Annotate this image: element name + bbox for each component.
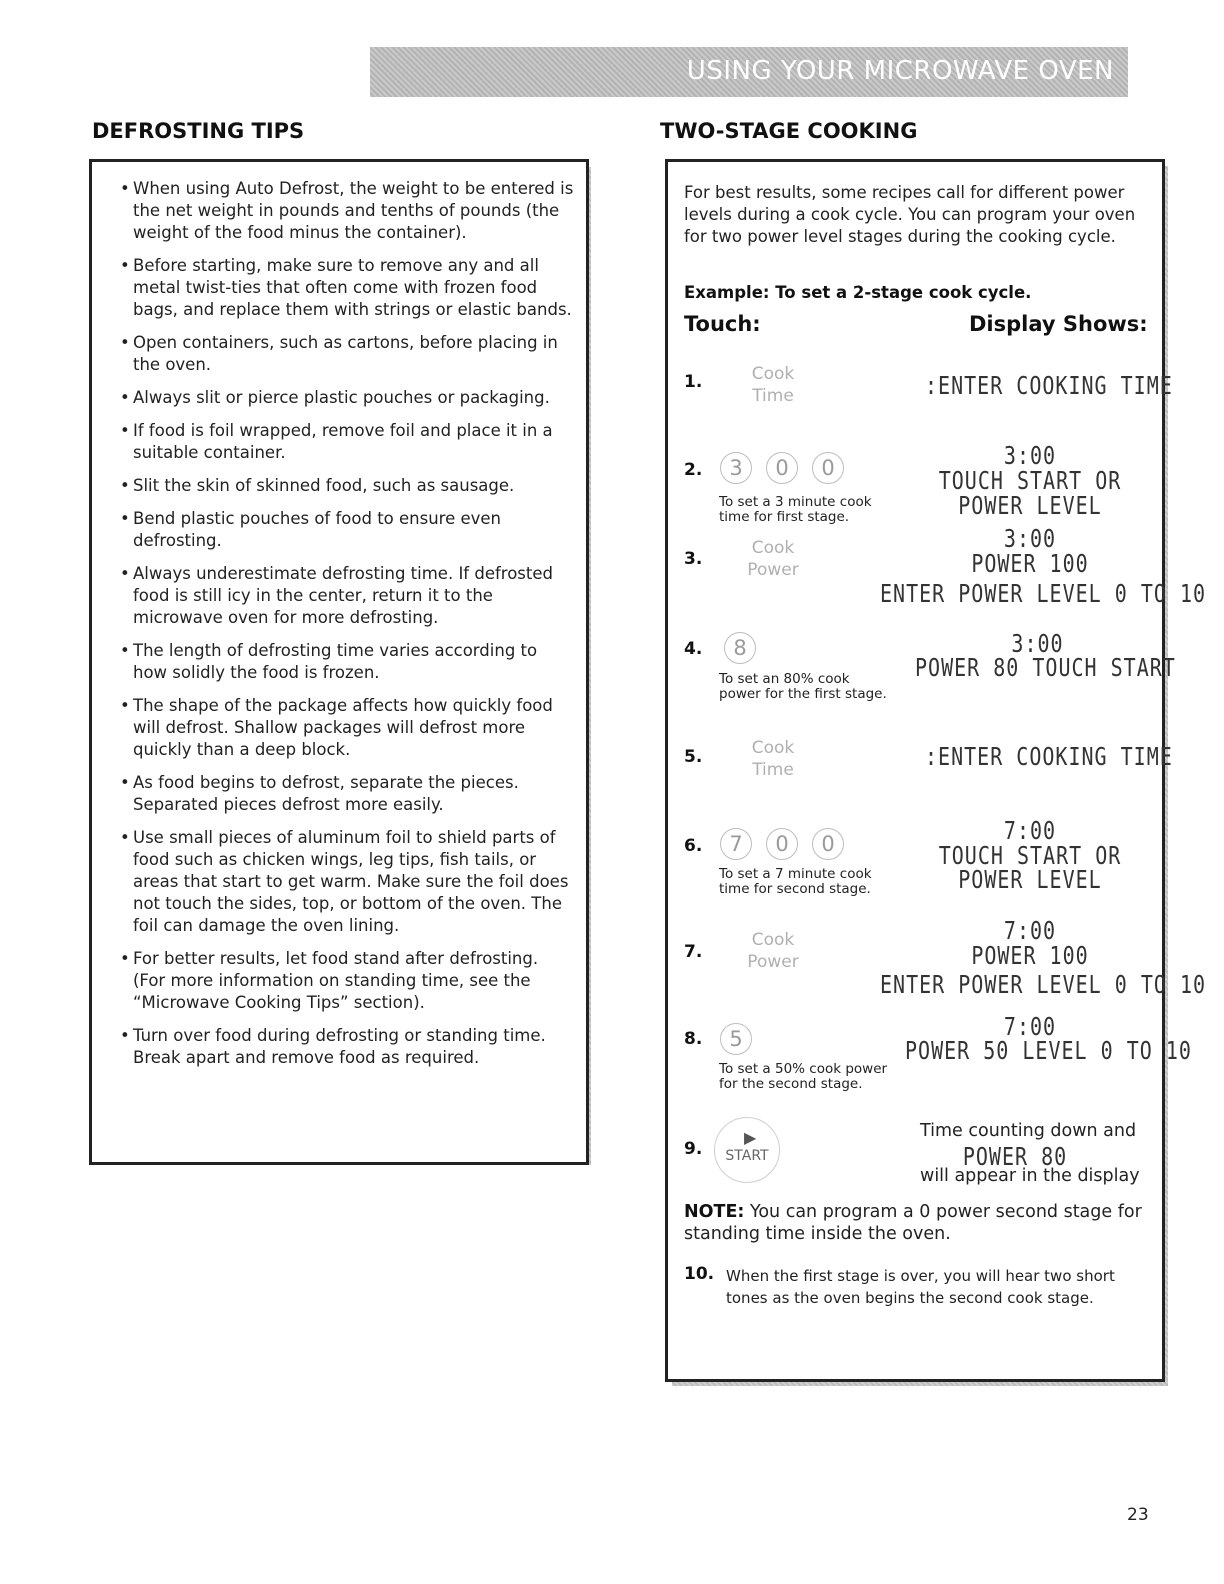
display-readout: :ENTER COOKING TIME [925,741,1173,771]
display-readout: POWER 80 TOUCH START [915,652,1176,682]
digit-0-key[interactable]: 0 [766,452,798,484]
display-readout: TOUCH START OR [938,465,1122,495]
digit-7-key[interactable]: 7 [720,828,752,860]
step-caption: To set an 80% cook power for the first stage. [719,671,887,702]
list-item: • Use small pieces of aluminum foil to shield parts of food such as chicken wings, leg tips, fish tails, or areas that start to get warm. Make sure the foil does not touch the sides, top, or bottom of the oven. The foil can damage the oven lining. [120,828,569,935]
page-number: 23 [1127,1505,1149,1525]
step-number: 7. [684,942,703,962]
step-number: 8. [684,1029,703,1049]
display-readout: ENTER POWER LEVEL 0 TO 10 [880,969,1207,999]
display-readout: POWER LEVEL [958,490,1102,520]
display-readout: 3:00 [1011,628,1064,658]
display-column-header: Display Shows: [969,312,1148,336]
list-item: • The shape of the package affects how quickly food will defrost. Shallow packages will defrost more quickly than a deep block. [120,696,553,759]
digit-3-key[interactable]: 3 [720,452,752,484]
two-stage-cooking-title: TWO-STAGE COOKING [660,119,918,143]
start-button[interactable]: ▶ START [714,1117,780,1183]
example-heading: Example: To set a 2-stage cook cycle. [684,283,1032,302]
step-number: 2. [684,460,703,480]
display-readout: 3:00 [1003,523,1057,553]
step9-text: will appear in the display [920,1166,1140,1186]
list-item: • If food is foil wrapped, remove foil and place it in a suitable container. [120,421,553,462]
section-header-band [370,47,1128,97]
list-item: • Turn over food during defrosting or standing time. Break apart and remove food as required. [120,1026,546,1067]
display-readout: :ENTER COOKING TIME [925,370,1173,400]
step-caption: To set a 7 minute cook time for second stage. [719,866,872,897]
list-item: • For better results, let food stand after defrosting. (For more information on standing time, see the “Microwave Cooking Tips” section). [120,949,539,1012]
step-caption: To set a 3 minute cook time for first stage. [719,494,872,525]
list-item: • As food begins to defrost, separate the pieces. Separated pieces defrost more easily. [120,773,519,814]
display-readout: 3:00 [1003,440,1057,470]
play-icon: ▶ [744,1128,757,1147]
step-caption: To set a 50% cook power for the second stage. [719,1061,888,1092]
display-readout: 7:00 [1003,1011,1057,1041]
display-readout: 7:00 [1003,815,1057,845]
defrosting-tips-title: DEFROSTING TIPS [92,119,305,143]
list-item: • Always underestimate defrosting time. If defrosted food is still icy in the center, return it to the microwave oven for more defrosting. [120,564,554,627]
step-number: 1. [684,372,703,392]
display-readout: POWER 50 LEVEL 0 TO 10 [905,1035,1192,1065]
display-readout: POWER LEVEL [958,864,1102,894]
digit-5-key[interactable]: 5 [720,1023,752,1055]
list-item: • Always slit or pierce plastic pouches or packaging. [120,388,550,407]
list-item: • When using Auto Defrost, the weight to be entered is the net weight in pounds and tenths of pounds (the weight of the food minus the container). [120,179,574,242]
display-readout: POWER 80 [962,1141,1068,1171]
note-text: NOTE: You can program a 0 power second stage for standing time inside the oven. [684,1202,1142,1244]
list-item: • Open containers, such as cartons, before placing in the oven. [120,333,558,374]
step10-text: When the first stage is over, you will hear two short tones as the oven begins the second cook stage. [726,1267,1115,1307]
list-item: • Slit the skin of skinned food, such as sausage. [120,476,515,495]
display-readout: POWER 100 [971,548,1089,578]
digit-8-key[interactable]: 8 [724,632,756,664]
defrosting-tips-list [120,178,575,1080]
digit-0-key[interactable]: 0 [812,452,844,484]
step-number: 5. [684,747,703,767]
digit-0-key[interactable]: 0 [812,828,844,860]
two-stage-intro: For best results, some recipes call for different power levels during a cook cycle. You can program your oven for two power level stages during the cooking cycle. [684,183,1136,246]
cook-power-key[interactable]: Cook Power [747,930,799,972]
list-item: • The length of defrosting time varies according to how solidly the food is frozen. [120,641,538,682]
cook-time-key[interactable]: Cook Time [751,364,795,406]
list-item: • Before starting, make sure to remove any and all metal twist-ties that often come with frozen food bags, and replace them with strings or elastic bands. [120,256,572,319]
digit-0-key[interactable]: 0 [766,828,798,860]
step-number: 10. [684,1264,715,1284]
cook-power-key[interactable]: Cook Power [747,538,799,580]
cook-time-key[interactable]: Cook Time [751,738,795,780]
display-readout: ENTER POWER LEVEL 0 TO 10 [880,578,1207,608]
list-item: • Bend plastic pouches of food to ensure even defrosting. [120,509,502,550]
display-readout: TOUCH START OR [938,840,1122,870]
display-readout: 7:00 [1003,915,1057,945]
step-number: 9. [684,1139,703,1159]
display-readout: POWER 100 [971,940,1089,970]
section-header-title: USING YOUR MICROWAVE OVEN [686,56,1114,86]
step-number: 4. [684,639,703,659]
touch-column-header: Touch: [684,312,761,336]
step-number: 6. [684,836,703,856]
step-number: 3. [684,549,703,569]
step9-text: Time counting down and [920,1121,1137,1141]
